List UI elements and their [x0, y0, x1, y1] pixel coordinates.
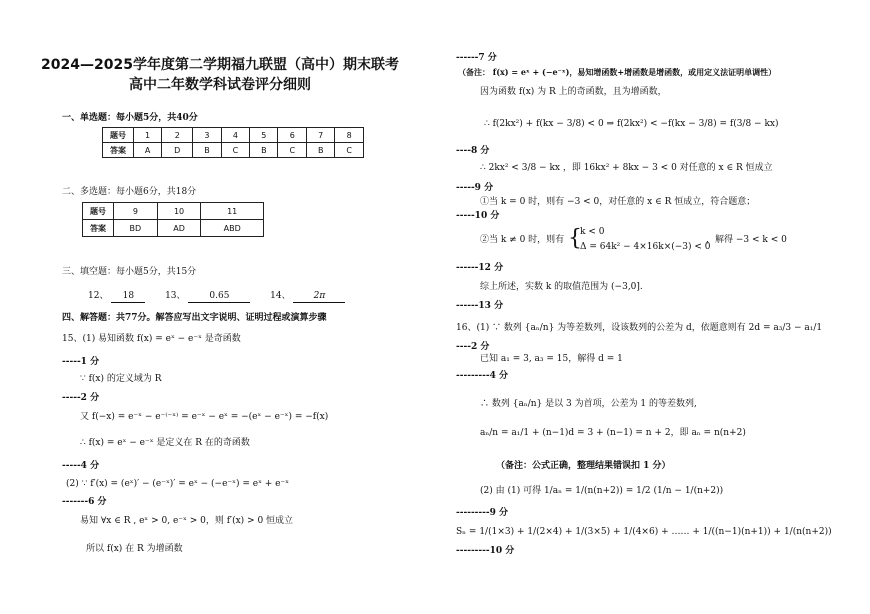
score-marker: ------13 分: [456, 301, 504, 311]
table-cell: 1: [134, 128, 162, 143]
table-row: [103, 128, 364, 143]
multi-choice-answer-table: [82, 202, 264, 237]
q12-label: 12、: [88, 291, 109, 301]
table-cell: 3: [193, 128, 221, 143]
page-title-line2: 高中二年数学科试卷评分细则: [129, 77, 311, 93]
table-cell: 9: [114, 203, 158, 220]
solution-line: 又 f(−x) = e⁻ˣ − e⁻⁽⁻ˣ⁾ = e⁻ˣ − eˣ = −(eˣ − e⁻ˣ) = −f(x): [80, 412, 329, 422]
solution-line: (2) ∵ f′(x) = (eˣ)′ − (e⁻ˣ)′ = eˣ − (−e⁻ˣ) = eˣ + e⁻ˣ: [66, 479, 290, 489]
score-marker: ---------9 分: [456, 508, 509, 518]
solution-line: ①当 k = 0 时，则有 −3 < 0，对任意的 x ∈ R 恒成立，符合题意；: [480, 197, 756, 207]
q14-label: 14、: [270, 291, 291, 301]
solution-line: 16、(1) ∵ 数列 {aₙ/n} 为等差数列，设该数列的公差为 d，依题意则有 2d = a₃/3 − a₁/1: [456, 323, 823, 333]
table-cell: 5: [250, 128, 278, 143]
solution-line: ∵ f(x) 的定义域为 R: [80, 374, 162, 384]
solution-line: ∴ 2kx² < 3/8 − kx ，即 16kx² + 8kx − 3 < 0 对任意的 x ∈ R 恒成立: [480, 163, 773, 173]
q13-label: 13、: [165, 291, 186, 301]
grading-note: （备注：公式正确，整理结果错误扣 1 分）: [496, 461, 671, 471]
table-cell: ABD: [201, 220, 264, 237]
score-marker: -----9 分: [456, 183, 494, 193]
score-marker: ---------4 分: [456, 371, 509, 381]
score-marker: ----2 分: [456, 342, 490, 352]
section1-heading: 一、单选题：每小题5分，共40分: [62, 113, 198, 123]
table-cell: D: [162, 143, 193, 158]
section3-heading: 三、填空题：每小题5分，共15分: [62, 267, 197, 277]
table-cell: B: [307, 143, 335, 158]
q13-answer: 0.65: [188, 290, 250, 303]
table-row: [83, 220, 264, 237]
row-label: 题号: [83, 203, 114, 220]
table-cell: C: [221, 143, 250, 158]
row-label: 答案: [103, 143, 134, 158]
system-line: k < 0: [580, 227, 605, 237]
table-cell: BD: [114, 220, 158, 237]
table-cell: 2: [162, 128, 193, 143]
solution-line: 易知 ∀x ∈ R , eˣ > 0, e⁻ˣ > 0，则 f′(x) > 0 恒成立: [80, 516, 294, 526]
solution-line: 综上所述，实数 k 的取值范围为 (−3,0].: [480, 282, 643, 292]
system-brace: {: [568, 226, 582, 251]
solution-line: ∴ f(x) = eˣ − e⁻ˣ 是定义在 R 在的奇函数: [80, 438, 250, 448]
solution-line: 所以 f(x) 在 R 为增函数: [86, 544, 183, 554]
table-cell: B: [250, 143, 278, 158]
solution-line: ∴ f(2kx²) + f(kx − 3/8) < 0 ⇒ f(2kx²) < −f(kx − 3/8) = f(3/8 − kx): [484, 119, 779, 129]
q15-intro: 15、(1) 易知函数 f(x) = eˣ − e⁻ˣ 是奇函数: [62, 334, 241, 344]
score-marker: ---------10 分: [456, 546, 515, 556]
solution-line: ∴ 数列 {aₙ/n} 是以 3 为首项，公差为 1 的等差数列,: [480, 399, 697, 409]
fill-in-answers: [88, 290, 345, 303]
solution-line: ②当 k ≠ 0 时，则有: [480, 235, 565, 245]
score-marker: -----2 分: [62, 393, 100, 403]
right-column: [440, 0, 870, 614]
system-line: Δ = 64k² − 4×16k×(−3) < 0: [580, 242, 711, 252]
grading-note: （备注： f(x) = eˣ + (−e⁻ˣ)，易知增函数+增函数是增函数，或用定义法证明单调性）: [458, 67, 777, 77]
table-cell: 11: [201, 203, 264, 220]
row-label: 题号: [103, 128, 134, 143]
score-marker: -----10 分: [456, 211, 500, 221]
table-cell: B: [193, 143, 221, 158]
single-choice-answer-table: [102, 127, 364, 158]
score-marker: -------6 分: [62, 497, 107, 507]
table-row: [103, 143, 364, 158]
table-cell: A: [134, 143, 162, 158]
score-marker: ----8 分: [456, 146, 490, 156]
table-cell: 10: [157, 203, 201, 220]
solution-line: Sₙ = 1/(1×3) + 1/(2×4) + 1/(3×5) + 1/(4×6) + …… + 1/((n−1)(n+1)) + 1/(n(n+2)): [456, 527, 832, 537]
solution-line: 因为函数 f(x) 为 R 上的奇函数，且为增函数，: [480, 87, 667, 97]
table-cell: AD: [157, 220, 201, 237]
q14-answer: 2π: [293, 290, 345, 303]
solution-line: aₙ/n = a₁/1 + (n−1)d = 3 + (n−1) = n + 2，即 aₙ = n(n+2): [480, 428, 746, 438]
q12-answer: 18: [111, 290, 145, 303]
page-title-line1: 2024—2025学年度第二学期福九联盟（高中）期末联考: [41, 57, 399, 73]
section2-heading: 二、多选题：每小题6分，共18分: [62, 187, 197, 197]
score-marker: ------7 分: [456, 53, 497, 63]
table-cell: 6: [278, 128, 307, 143]
section4-heading: 四、解答题：共77分。解答应写出文字说明、证明过程或演算步骤: [62, 313, 327, 323]
score-marker: -----4 分: [62, 461, 100, 471]
table-row: [83, 203, 264, 220]
table-cell: 4: [221, 128, 250, 143]
solution-line: (2) 由 (1) 可得 1/aₙ = 1/(n(n+2)) = 1/2 (1/n − 1/(n+2)): [480, 486, 724, 496]
table-cell: C: [335, 143, 364, 158]
solution-line: ，解得 −3 < k < 0: [706, 235, 787, 245]
row-label: 答案: [83, 220, 114, 237]
score-marker: ------12 分: [456, 263, 504, 273]
table-cell: 8: [335, 128, 364, 143]
solution-line: 已知 a₁ = 3, a₃ = 15，解得 d = 1: [480, 354, 623, 364]
table-cell: 7: [307, 128, 335, 143]
table-cell: C: [278, 143, 307, 158]
score-marker: -----1 分: [62, 357, 100, 367]
